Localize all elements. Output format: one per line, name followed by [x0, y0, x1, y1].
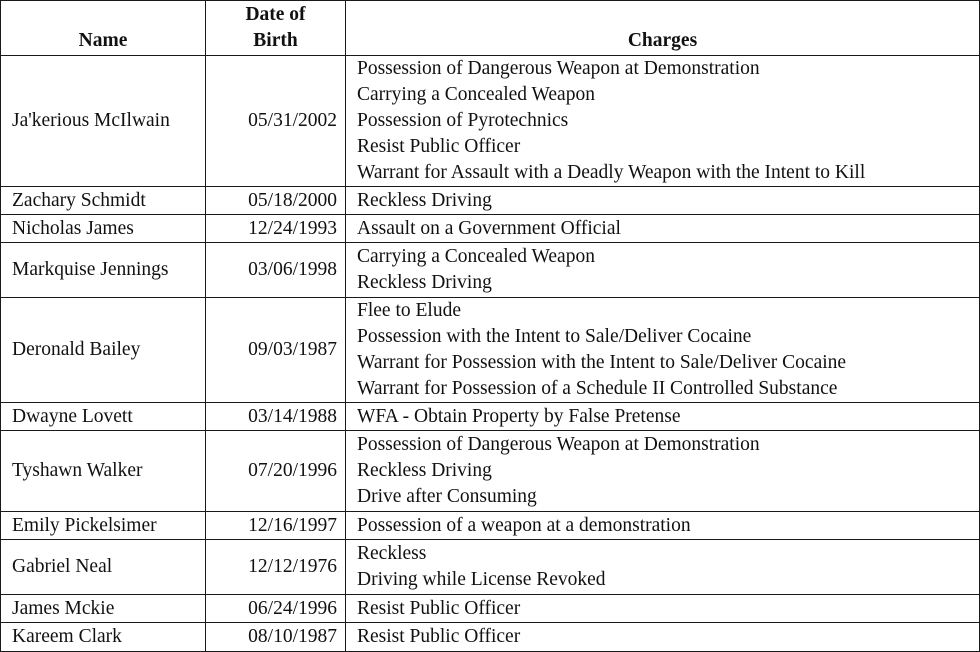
charge-item: Carrying a Concealed Weapon [357, 84, 595, 105]
header-row [1, 1, 980, 56]
table-row [1, 595, 980, 623]
date-of-birth: 12/16/1997 [206, 512, 346, 540]
person-name: Deronald Bailey [1, 298, 206, 403]
charge-item: Possession of Pyrotechnics [357, 110, 569, 131]
person-name: Gabriel Neal [1, 540, 206, 595]
table-row [1, 403, 980, 431]
charge-item: Reckless Driving [357, 460, 492, 481]
charge-item: Driving while License Revoked [357, 569, 606, 590]
charge-item: Carrying a Concealed Weapon [357, 246, 595, 267]
charge-item: Assault on a Government Official [357, 217, 621, 239]
date-of-birth: 06/24/1996 [206, 595, 346, 623]
charges-cell [346, 623, 980, 652]
date-of-birth: 07/20/1996 [206, 431, 346, 512]
table-row [1, 56, 980, 187]
charge-item: Possession of Dangerous Weapon at Demonstration [357, 58, 760, 79]
charge-item: Reckless Driving [357, 272, 492, 293]
person-name: Kareem Clark [1, 623, 206, 652]
charge-item: Resist Public Officer [357, 626, 521, 647]
table-row [1, 187, 980, 215]
date-of-birth: 12/12/1976 [206, 540, 346, 595]
charges-cell [346, 187, 980, 215]
charge-item: Warrant for Possession with the Intent to Sale/Deliver Cocaine [357, 352, 847, 373]
charge-item: Flee to Elude [357, 300, 461, 321]
table-row [1, 540, 980, 595]
charges-cell [346, 512, 980, 540]
date-of-birth: 05/31/2002 [206, 56, 346, 187]
charge-item: WFA - Obtain Property by False Pretense [357, 405, 681, 427]
charges-cell [346, 243, 980, 298]
table-row [1, 215, 980, 243]
date-of-birth-column-header [206, 1, 346, 56]
charges-cell [346, 403, 980, 431]
charges-cell [346, 298, 980, 403]
charge-item: Resist Public Officer [357, 136, 521, 157]
charge-item: Reckless Driving [357, 189, 492, 211]
charges-cell [346, 215, 980, 243]
name-column-header: Name [1, 1, 206, 56]
charge-item: Resist Public Officer [357, 597, 521, 619]
charge-item: Possession of Dangerous Weapon at Demonstration [357, 434, 760, 455]
person-name: Nicholas James [1, 215, 206, 243]
charge-item: Possession with the Intent to Sale/Deliver Cocaine [357, 326, 752, 347]
person-name: Emily Pickelsimer [1, 512, 206, 540]
charges-cell [346, 540, 980, 595]
charge-item: Reckless [357, 543, 427, 564]
date-of-birth: 09/03/1987 [206, 298, 346, 403]
charges-cell [346, 56, 980, 187]
charge-item: Possession of a weapon at a demonstration [357, 514, 691, 536]
date-of-birth-header-line-2: Birth [253, 30, 298, 51]
charge-item: Warrant for Assault with a Deadly Weapon with the Intent to Kill [357, 162, 866, 183]
table-row [1, 623, 980, 652]
date-of-birth: 12/24/1993 [206, 215, 346, 243]
person-name: Zachary Schmidt [1, 187, 206, 215]
table-row [1, 298, 980, 403]
charges-column-header: Charges [346, 1, 980, 56]
table-row [1, 431, 980, 512]
person-name: Ja'kerious McIlwain [1, 56, 206, 187]
date-of-birth-header-line-1: Date of [245, 4, 306, 25]
charge-item: Warrant for Possession of a Schedule II Controlled Substance [357, 378, 838, 399]
charges-cell [346, 431, 980, 512]
date-of-birth: 08/10/1987 [206, 623, 346, 652]
person-name: James Mckie [1, 595, 206, 623]
charge-item: Drive after Consuming [357, 486, 537, 507]
charges-cell [346, 595, 980, 623]
table-row [1, 243, 980, 298]
person-name: Tyshawn Walker [1, 431, 206, 512]
date-of-birth: 05/18/2000 [206, 187, 346, 215]
date-of-birth: 03/06/1998 [206, 243, 346, 298]
person-name: Markquise Jennings [1, 243, 206, 298]
table-row [1, 512, 980, 540]
person-name: Dwayne Lovett [1, 403, 206, 431]
date-of-birth: 03/14/1988 [206, 403, 346, 431]
